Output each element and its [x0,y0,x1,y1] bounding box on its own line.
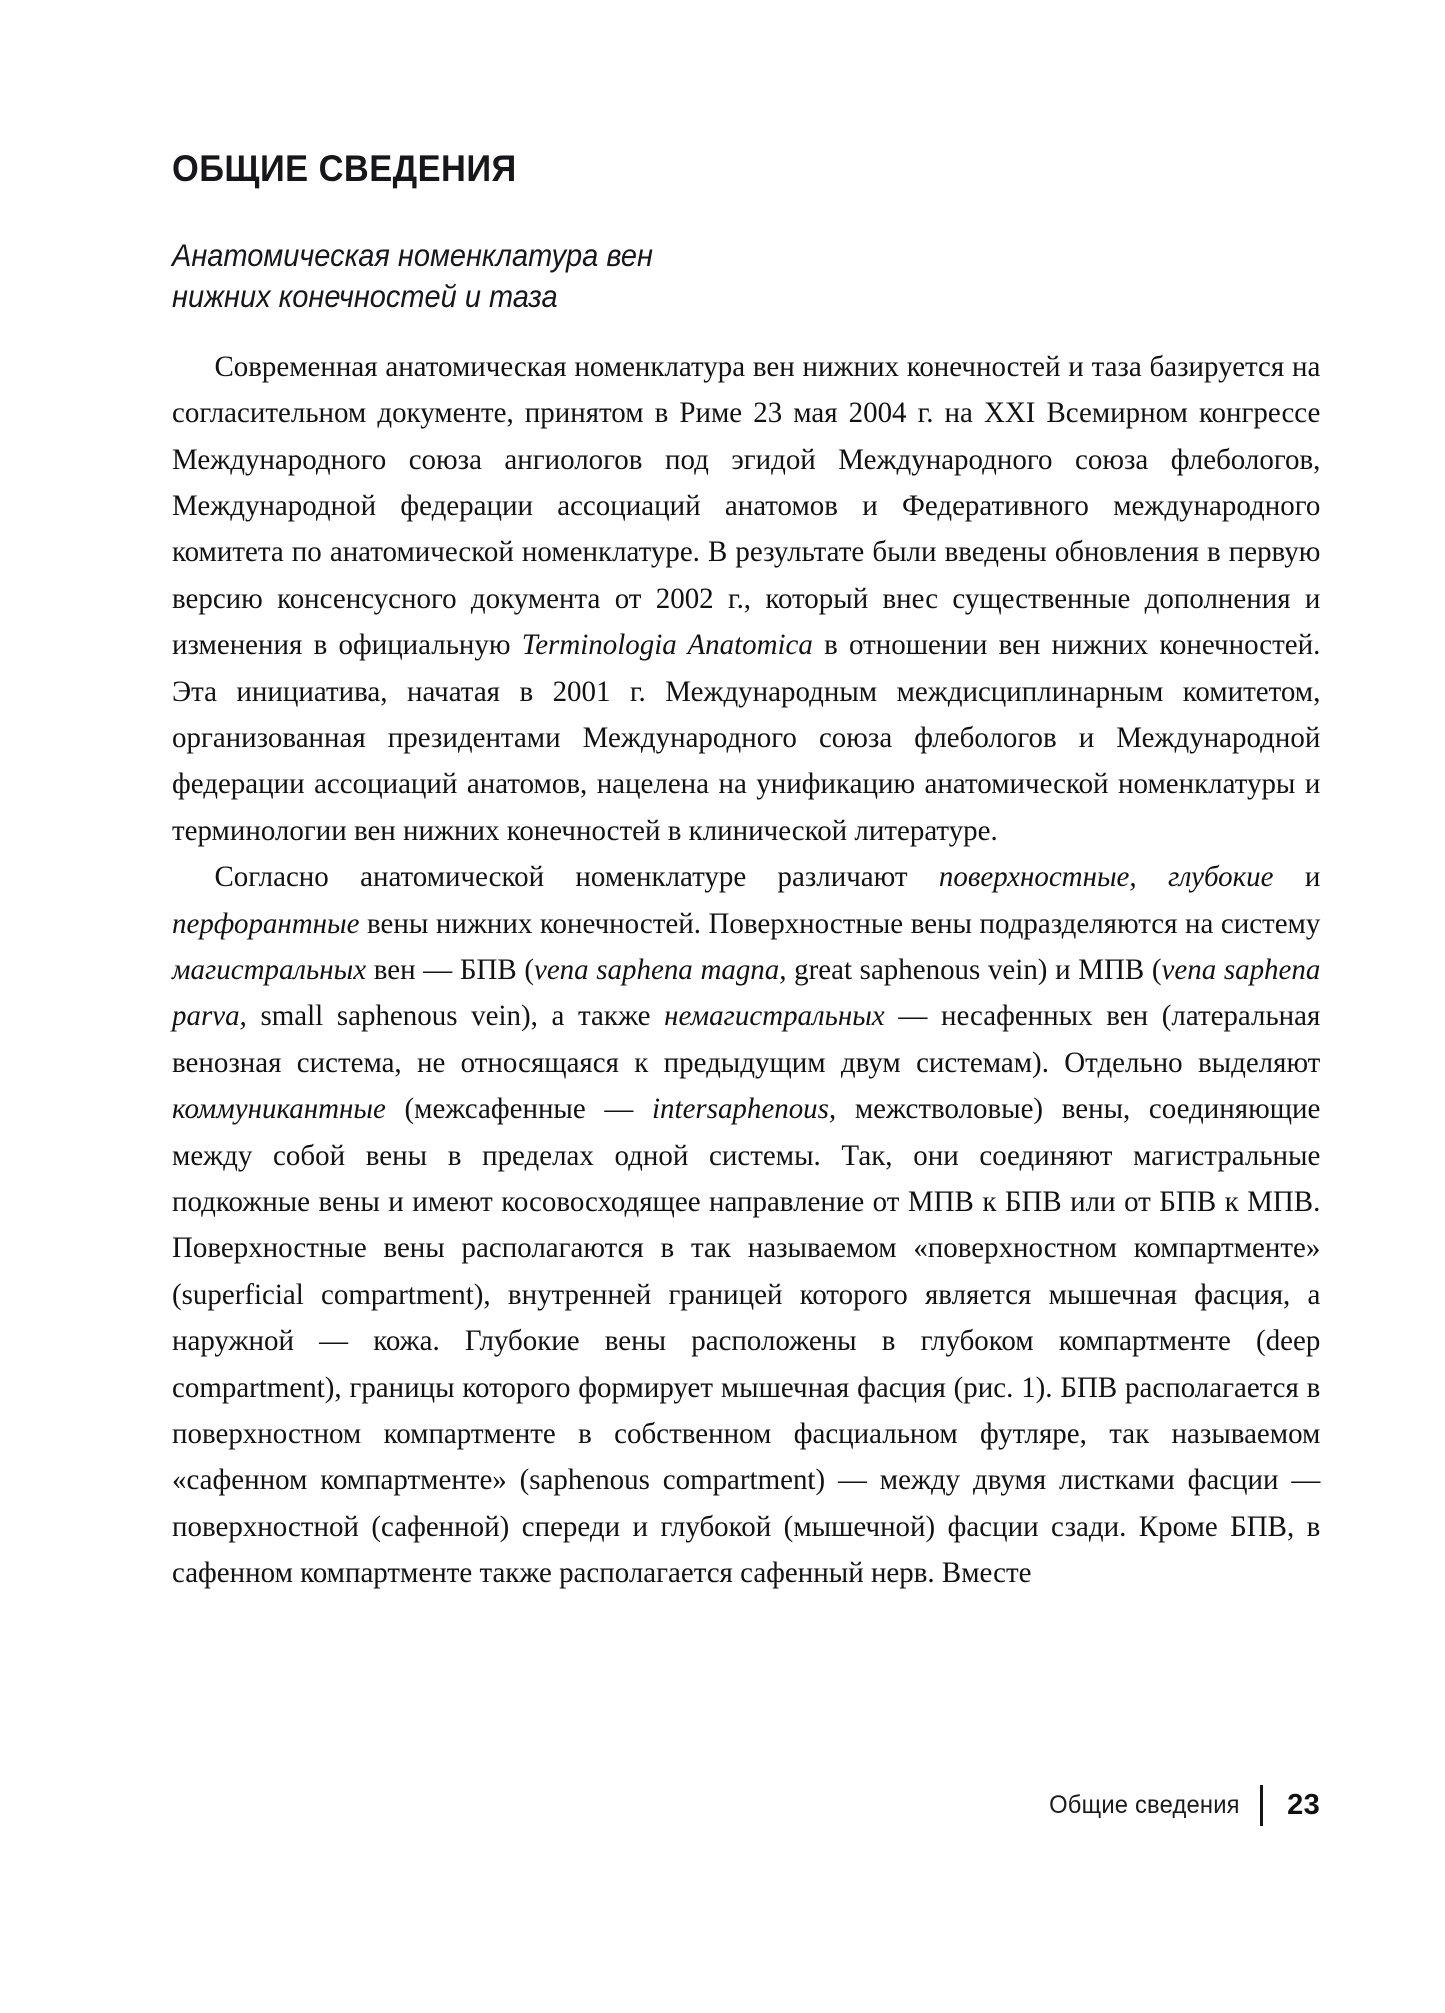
section-subtitle [172,235,1228,317]
text-run [1137,860,1168,893]
page-content [172,150,1320,1597]
emphasised-term: коммуникантные [172,1092,386,1126]
text-run: вены нижних конечностей. Поверхностные вены подразделяются на систему [359,906,1321,940]
text-run: Согласно анатомической номенклатуре различают [214,860,939,894]
emphasised-term: Terminologia Anatomica [521,628,813,662]
section-subtitle-line-1: Анатомическая номенклатура вен [172,236,653,273]
text-run: small saphenous vein), а также [246,999,665,1033]
emphasised-term: vena saphena parva, [172,953,1321,1033]
section-subtitle-line-2: нижних конечностей и таза [172,277,558,314]
emphasised-term: intersaphenous, [652,1092,837,1126]
emphasised-term: поверхностные, [938,860,1137,894]
footer-running-head: Общие сведения [1048,1791,1240,1819]
emphasised-term: немагистральных [664,999,885,1033]
emphasised-term: магистральных [172,953,367,986]
emphasised-term: vena saphena magna, [533,953,787,986]
text-run: (межсафенные — [385,1092,653,1126]
text-run: — несафенных вен (латеральная венозная система, не относящаяся к предыдущим двум системам). Отдельно выделяют [172,999,1321,1079]
page-footer [1038,1785,1320,1826]
emphasised-term: глубокие [1167,860,1274,894]
emphasised-term: перфорантные [172,906,360,940]
page-number: 23 [1287,1789,1320,1821]
text-run: great saphenous vein) и МПВ ( [786,953,1162,986]
page-title: ОБЩИЕ СВЕДЕНИЯ [172,148,517,189]
text-run: межстволовые) вены, соединяющие между собой вены в пределах одной системы. Так, они соединяют магистральные подкожные вены и имеют косовосходящее направление от МПВ к БПВ или от БПВ к МПВ. Поверхностные вены располагаются в так называемом «поверхностном компартменте» (superficial compartment), внутренней границей которого является мышечная фасция, а наружной — кожа. Глубокие вены расположены в глубоком компартменте (deep compartment), границы которого формирует мышечная фасция (рис. 1). БПВ располагается в поверхностном компартменте в собственном фасциальном футляре, так называемом «сафенном компартменте» (saphenous compartment) — между двумя листками фасции — поверхностной (сафенной) спереди и глубокой (мышечной) фасции сзади. Кроме БПВ, в сафенном компартменте также располагается сафенный нерв. Вместе [172,1092,1321,1590]
body-paragraph-1 [172,344,1320,854]
text-run: Современная анатомическая номенклатура вен нижних конечностей и таза базируется на согласительном документе, принятом в Риме 23 мая 2004 г. на XXI Всемирном конгрессе Международного союза ангиологов под эгидой Международного союза флебологов, Международной федерации ассоциаций анатомов и Федеративного международного комитета по анатомической номенклатуре. В результате были введены обновления в первую версию консенсусного документа от 2002 г., который внес существенные дополнения и изменения в официальную [172,349,1321,662]
body-paragraph-2 [172,854,1320,1597]
text-run: в отношении вен нижних конечностей. Эта инициатива, начатая в 2001 г. Международным междисциплинарным комитетом, организованная президентами Международного союза флебологов и Международной федерации ассоциаций анатомов, нацелена на унификацию анатомической номенклатуры и терминологии вен нижних конечностей в клинической литературе. [172,628,1321,847]
text-run: вен — БПВ ( [366,953,534,986]
text-run: и [1273,860,1321,894]
